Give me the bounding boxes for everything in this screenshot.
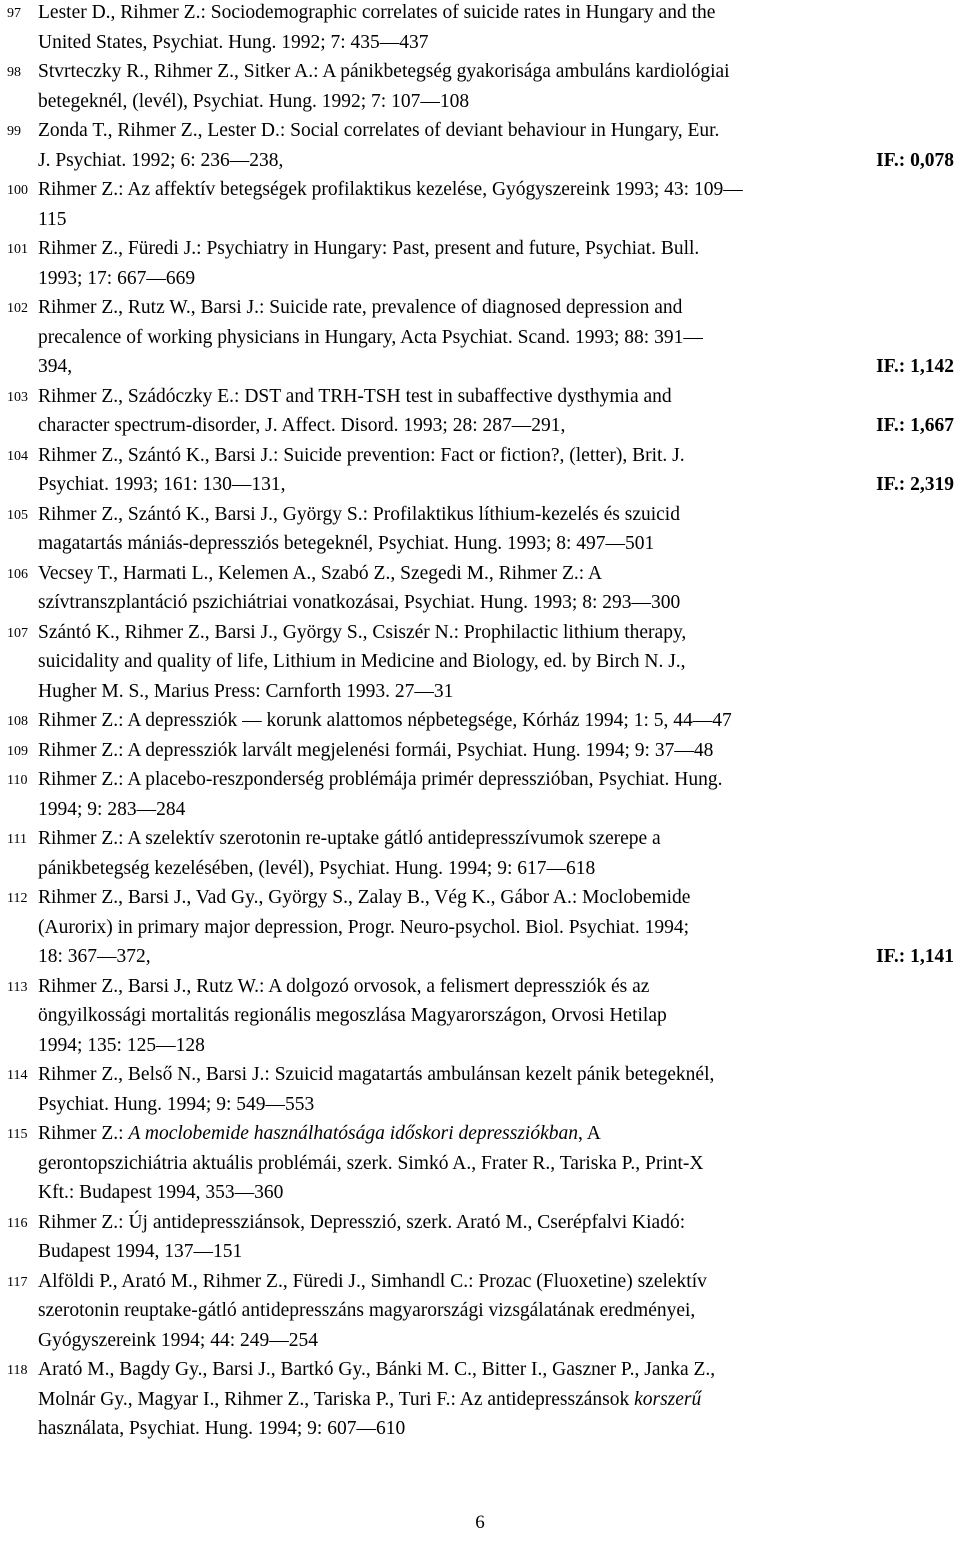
reference-number: 103 [7,389,28,405]
reference-number: 114 [7,1068,28,1083]
reference-line [38,116,954,146]
reference-line [38,647,954,677]
reference-text-segment: Rihmer Z., Szántó K., Barsi J.: Suicide prevention: Fact or fiction?, (letter), Brit. J. [38,444,685,466]
impact-factor: IF.: 2,319 [876,474,954,495]
reference-number: 102 [7,301,28,316]
reference-entry [0,1267,960,1356]
impact-factor: IF.: 1,141 [876,946,954,967]
reference-text [38,706,960,736]
reference-entry [0,972,960,1061]
reference-line [38,1355,954,1385]
reference-entry [0,500,960,559]
reference-number: 109 [7,743,28,759]
reference-line [38,205,954,235]
reference-title-italic: A moclobemide használhatósága időskori depressziókban [128,1123,579,1144]
reference-text [38,972,960,1061]
reference-text-segment: Lester D., Rihmer Z.: Sociodemographic correlates of suicide rates in Hungary and the [38,2,716,23]
reference-text [38,500,960,559]
reference-text [38,293,960,382]
reference-line [38,1326,954,1356]
reference-text-segment: (Aurorix) in primary major depression, Progr. Neuro-psychol. Biol. Psychiat. 1994; [38,916,689,938]
reference-text-segment: , A [578,1123,601,1144]
reference-entry [0,706,960,736]
impact-factor: IF.: 1,142 [876,356,954,377]
reference-line [38,883,954,913]
reference-text-segment: használata, Psychiat. Hung. 1994; 9: 607—610 [38,1418,406,1439]
reference-text [38,0,960,57]
reference-text [38,559,960,618]
reference-entry [0,559,960,618]
reference-text-segment: 115 [38,208,67,230]
reference-text [38,1208,960,1267]
reference-text-segment: szívtranszplantáció pszichiátriai vonatkozásai, Psychiat. Hung. 1993; 8: 293—300 [38,592,681,613]
reference-text [38,1267,960,1356]
reference-line [38,293,954,323]
reference-entry [0,57,960,116]
reference-text [38,234,960,293]
reference-number: 107 [7,625,28,641]
reference-line [38,1267,954,1297]
reference-text [38,765,960,824]
reference-text-segment: Rihmer Z., Szádóczky E.: DST and TRH-TSH test in subaffective dysthymia and [38,385,672,407]
reference-line [38,234,954,264]
reference-text-segment: Arató M., Bagdy Gy., Barsi J., Bartkó Gy., Bánki M. C., Bitter I., Gaszner P., Janka Z., [38,1359,716,1380]
reference-text-segment: Rihmer Z., Barsi J., Rutz W.: A dolgozó orvosok, a felismert depressziók és az [38,975,650,997]
reference-line [38,1414,954,1444]
reference-text-segment: magatartás mániás-depressziós betegeknél, Psychiat. Hung. 1993; 8: 497—501 [38,533,655,554]
reference-text [38,382,960,441]
reference-text-segment: Rihmer Z., Füredi J.: Psychiatry in Hungary: Past, present and future, Psychiat. Bull. [38,238,700,259]
reference-text-segment: J. Psychiat. 1992; 6: 236—238, [38,149,284,171]
reference-entry [0,765,960,824]
reference-text-segment: Rihmer Z.: Az affektív betegségek profilaktikus kezelése, Gyógyszereink 1993; 43: 109— [38,179,743,200]
reference-entry [0,0,960,57]
reference-text-segment: Gyógyszereink 1994; 44: 249—254 [38,1329,319,1351]
reference-text [38,441,960,500]
reference-text-segment: Rihmer Z., Szántó K., Barsi J., György S.: Profilaktikus líthium-kezelés és szuicid [38,503,680,525]
reference-text [38,1119,960,1208]
reference-line [38,57,954,87]
reference-number: 106 [7,566,28,582]
reference-text-segment: Molnár Gy., Magyar I., Rihmer Z., Tariska P., Turi F.: Az antidepresszánsok [38,1388,635,1410]
reference-text-segment: 1993; 17: 667—669 [38,267,196,289]
reference-line [38,824,954,854]
reference-line [38,146,954,176]
reference-text [38,175,960,234]
reference-text-segment: öngyilkossági mortalitás regionális megoszlása Magyarországon, Orvosi Hetilap [38,1005,667,1026]
reference-entry [0,116,960,175]
reference-text-segment: Kft.: Budapest 1994, 353—360 [38,1182,284,1203]
reference-text-segment: 1994; 135: 125—128 [38,1034,205,1056]
reference-line [38,1237,954,1267]
reference-entry [0,1208,960,1267]
reference-entry [0,883,960,972]
reference-number: 108 [7,714,28,729]
reference-number: 104 [7,448,28,464]
reference-line [38,972,954,1002]
reference-text-segment: Zonda T., Rihmer Z., Lester D.: Social correlates of deviant behaviour in Hungary, Eur. [38,120,720,141]
reference-text-segment: Rihmer Z., Barsi J., Vad Gy., György S., Zalay B., Vég K., Gábor A.: Moclobemide [38,887,691,908]
reference-number: 111 [7,832,27,847]
reference-text-segment: gerontopszichiátria aktuális problémái, szerk. Simkó A., Frater R., Tariska P., Print-X [38,1152,704,1174]
reference-text-segment: 394, [38,356,73,377]
reference-number: 113 [7,979,28,995]
reference-text [38,883,960,972]
reference-line [38,795,954,825]
reference-entry [0,175,960,234]
reference-text-segment: pánikbetegség kezelésében, (levél), Psychiat. Hung. 1994; 9: 617—618 [38,857,596,879]
reference-number: 105 [7,507,28,523]
reference-line [38,559,954,589]
reference-line [38,1031,954,1061]
reference-line [38,942,954,972]
reference-text-segment: Rihmer Z.: A depressziók — korunk alattomos népbetegsége, Kórház 1994; 1: 5, 44—47 [38,710,732,731]
reference-entry [0,293,960,382]
reference-line [38,913,954,943]
reference-line [38,765,954,795]
reference-text [38,618,960,707]
reference-line [38,1178,954,1208]
impact-factor: IF.: 0,078 [876,149,954,171]
reference-number: 115 [7,1127,28,1142]
reference-line [38,706,954,736]
reference-text-segment: 18: 367—372, [38,946,151,967]
reference-number: 112 [7,891,28,906]
reference-line [38,736,954,766]
reference-text [38,57,960,116]
reference-text-segment: precalence of working physicians in Hungary, Acta Psychiat. Scand. 1993; 88: 391— [38,326,703,348]
reference-entry [0,234,960,293]
reference-text-segment: Alföldi P., Arató M., Rihmer Z., Füredi J., Simhandl C.: Prozac (Fluoxetine) szelektív [38,1270,707,1292]
reference-number: 110 [7,773,28,788]
reference-text-segment: Vecsey T., Harmati L., Kelemen A., Szabó Z., Szegedi M., Rihmer Z.: A [38,562,603,584]
reference-text-segment: Rihmer Z.: A placebo-reszponderség problémája primér depresszióban, Psychiat. Hung. [38,769,723,790]
reference-text-segment: Rihmer Z.: A szelektív szerotonin re-uptake gátló antidepresszívumok szerepe a [38,828,661,849]
reference-entry [0,441,960,500]
reference-number: 101 [7,242,28,257]
reference-number: 100 [7,183,28,198]
reference-line [38,529,954,559]
reference-text-segment: szerotonin reuptake-gátló antidepresszáns magyarországi vizsgálatának eredményei, [38,1300,696,1321]
reference-line [38,441,954,471]
reference-number: 117 [7,1274,28,1290]
reference-text-segment: Rihmer Z.: [38,1123,129,1144]
reference-line [38,28,954,58]
reference-text-segment: Rihmer Z.: Új antidepressziánsok, Depresszió, szerk. Arató M., Cserépfalvi Kiadó: [38,1211,686,1233]
reference-number: 118 [7,1363,28,1378]
reference-text [38,1355,960,1444]
reference-text-segment: Rihmer Z., Rutz W., Barsi J.: Suicide rate, prevalence of diagnosed depression and [38,297,683,318]
reference-text-segment: Stvrteczky R., Rihmer Z., Sitker A.: A pánikbetegség gyakorisága ambuláns kardiológiai [38,61,730,82]
reference-line [38,1296,954,1326]
reference-text-segment: Psychiat. Hung. 1994; 9: 549—553 [38,1093,315,1115]
reference-line [38,618,954,648]
reference-entry [0,1060,960,1119]
reference-text-segment: betegeknél, (levél), Psychiat. Hung. 1992; 7: 107—108 [38,90,470,112]
impact-factor: IF.: 1,667 [876,415,954,436]
reference-number: 116 [7,1215,28,1231]
reference-line [38,1208,954,1238]
reference-text [38,824,960,883]
reference-text-segment: suicidality and quality of life, Lithium in Medicine and Biology, ed. by Birch N. J., [38,651,686,672]
reference-line [38,1060,954,1090]
page-number: 6 [475,1512,485,1533]
reference-line [38,175,954,205]
reference-line [38,382,954,412]
reference-entry [0,824,960,883]
reference-number: 98 [7,65,21,80]
reference-line [38,264,954,294]
reference-line [38,1385,954,1415]
reference-text-segment: Szántó K., Rihmer Z., Barsi J., György S., Csiszér N.: Prophilactic lithium therapy, [38,621,687,643]
reference-line [38,323,954,353]
reference-text-segment: Hugher M. S., Marius Press: Carnforth 1993. 27—31 [38,680,454,702]
reference-line [38,1149,954,1179]
reference-text-segment: United States, Psychiat. Hung. 1992; 7: 435—437 [38,31,429,53]
reference-text-segment: Rihmer Z., Belső N., Barsi J.: Szuicid magatartás ambulánsan kezelt pánik betegeknél, [38,1064,715,1085]
reference-line [38,854,954,884]
reference-title-italic: korszerű [634,1388,702,1410]
reference-text-segment: Psychiat. 1993; 161: 130—131, [38,474,286,495]
reference-line [38,0,954,28]
reference-line [38,411,954,441]
reference-text-segment: character spectrum-disorder, J. Affect. Disord. 1993; 28: 287—291, [38,415,566,436]
reference-text-segment: 1994; 9: 283—284 [38,798,186,820]
reference-text [38,1060,960,1119]
reference-line [38,352,954,382]
reference-number: 97 [7,6,21,21]
reference-entry [0,1119,960,1208]
reference-line [38,500,954,530]
reference-text-segment: Budapest 1994, 137—151 [38,1241,243,1262]
reference-entry [0,382,960,441]
reference-line [38,470,954,500]
reference-entry [0,736,960,766]
reference-line [38,1119,954,1149]
reference-text [38,116,960,175]
reference-entry [0,1355,960,1444]
reference-text-segment: Rihmer Z.: A depressziók larvált megjelenési formái, Psychiat. Hung. 1994; 9: 37—48 [38,739,714,761]
reference-line [38,87,954,117]
reference-line [38,1090,954,1120]
reference-line [38,588,954,618]
reference-number: 99 [7,124,21,139]
reference-entry [0,618,960,707]
reference-text [38,736,960,766]
reference-line [38,677,954,707]
reference-line [38,1001,954,1031]
